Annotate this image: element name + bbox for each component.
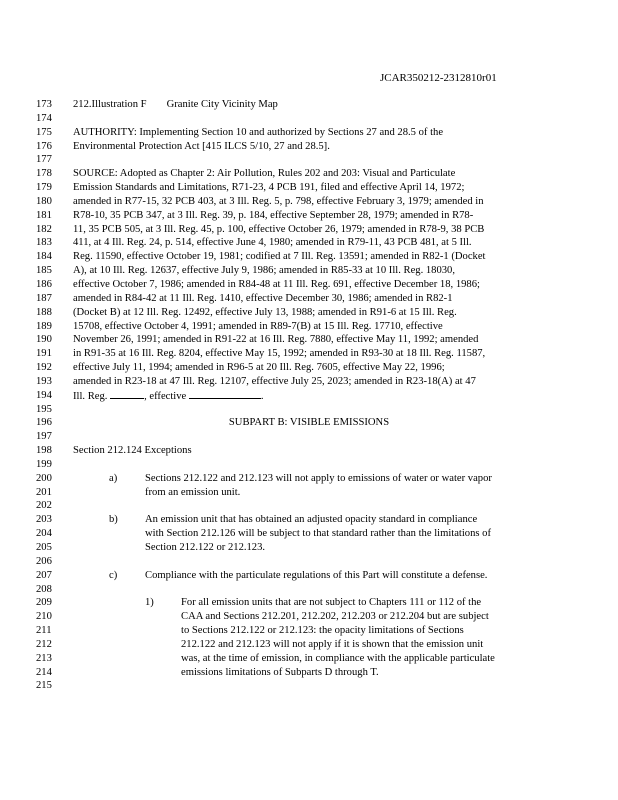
document-line <box>0 195 618 209</box>
document-line <box>0 610 618 624</box>
line-number: 206 <box>36 555 52 567</box>
line-number: 175 <box>36 126 52 138</box>
list-label: c) <box>109 569 118 581</box>
section-ref: 212.Illustration F <box>73 99 147 110</box>
line-text: SOURCE: Adopted as Chapter 2: Air Pollution, Rules 202 and 203: Visual and Particulate <box>73 168 456 180</box>
line-text: with Section 212.126 will be subject to that standard rather than the limitations of <box>145 528 491 540</box>
line-number: 173 <box>36 99 52 110</box>
document-code: JCAR350212-2312810r01 <box>380 72 497 84</box>
document-line <box>0 209 618 223</box>
line-text: AUTHORITY: Implementing Section 10 and authorized by Sections 27 and 28.5 of the <box>73 126 444 138</box>
fill-in-blank <box>189 389 261 399</box>
line-text: November 26, 1991; amended in R91-22 at 16 Ill. Reg. 7880, effective May 11, 1992; amended <box>73 334 479 346</box>
document-line <box>0 624 618 638</box>
document-line <box>0 472 618 486</box>
line-number: 178 <box>36 168 52 180</box>
line-text: 15708, effective October 4, 1991; amended in R89-7(B) at 15 Ill. Reg. 17710, effective <box>73 320 443 332</box>
line-number: 189 <box>36 320 52 332</box>
list-label: b) <box>109 514 118 526</box>
document-line <box>0 638 618 652</box>
line-number: 207 <box>36 569 52 581</box>
line-number: 177 <box>36 154 52 166</box>
line-number: 179 <box>36 182 52 194</box>
line-number: 211 <box>36 625 52 637</box>
document-line <box>0 569 618 583</box>
line-text: 411, at 4 Ill. Reg. 24, p. 514, effective June 4, 1980; amended in R79-11, 43 PCB 481, at 5 Ill. <box>73 237 472 249</box>
document-line <box>0 278 618 292</box>
document-line <box>0 513 618 527</box>
document-line <box>0 361 618 375</box>
line-text <box>73 98 278 112</box>
line-number: 183 <box>36 237 52 249</box>
document-line <box>0 444 618 458</box>
line-number: 185 <box>36 265 52 277</box>
line-text: in R91-35 at 16 Ill. Reg. 8204, effective May 15, 1992; amended in R93-30 at 18 Ill. Reg. 11587, <box>73 348 486 360</box>
line-text: Compliance with the particulate regulations of this Part will constitute a defense. <box>145 569 488 581</box>
line-text: An emission unit that has obtained an adjusted opacity standard in compliance <box>145 514 478 526</box>
document-line <box>0 527 618 541</box>
line-text: amended in R84-42 at 11 Ill. Reg. 1410, effective December 30, 1986; amended in R82-1 <box>73 292 453 304</box>
line-number: 214 <box>36 666 52 678</box>
line-number: 192 <box>36 362 52 374</box>
document-line <box>0 430 618 444</box>
line-text: from an emission unit. <box>145 486 241 498</box>
line-number: 196 <box>36 417 52 429</box>
line-number: 204 <box>36 528 52 540</box>
line-number: 190 <box>36 334 52 346</box>
document-line <box>0 264 618 278</box>
subpart-heading: SUBPART B: VISIBLE EMISSIONS <box>228 417 390 429</box>
line-text: A), at 10 Ill. Reg. 12637, effective July 9, 1986; amended in R85-33 at 10 Ill. Reg. 18030, <box>73 265 455 277</box>
line-number: 213 <box>36 652 52 664</box>
line-text: effective October 7, 1986; amended in R84-48 at 11 Ill. Reg. 691, effective December 18, 1986; <box>73 278 480 290</box>
line-number: 198 <box>36 445 52 457</box>
document-line <box>0 679 618 693</box>
document-line <box>0 98 618 112</box>
document-line <box>0 541 618 555</box>
line-number: 181 <box>36 209 52 221</box>
document-line <box>0 499 618 513</box>
fill-in-blank <box>110 389 144 399</box>
line-text: R78-10, 35 PCB 347, at 3 Ill. Reg. 39, p. 184, effective September 28, 1979; amended in R78- <box>73 209 474 221</box>
line-number: 195 <box>36 403 52 415</box>
line-text: Emission Standards and Limitations, R71-23, 4 PCB 191, filed and effective April 14, 1972; <box>73 182 465 194</box>
line-text: CAA and Sections 212.201, 212.202, 212.203 or 212.204 but are subject <box>181 611 489 623</box>
line-text: 212.122 and 212.123 will not apply if it is shown that the emission unit <box>181 638 484 650</box>
line-number: 208 <box>36 583 52 595</box>
line-number: 191 <box>36 348 52 360</box>
line-text: effective July 11, 1994; amended in R96-5 at 20 Ill. Reg. 7605, effective May 22, 1996; <box>73 362 445 374</box>
line-text: emissions limitations of Subparts D through T. <box>181 666 379 678</box>
document-line <box>0 596 618 610</box>
numbered-lines <box>0 98 618 693</box>
line-number: 209 <box>36 597 52 609</box>
line-number: 180 <box>36 195 52 207</box>
line-number: 199 <box>36 458 52 470</box>
line-text: Environmental Protection Act [415 ILCS 5/10, 27 and 28.5]. <box>73 140 330 152</box>
line-text: amended in R77-15, 32 PCB 403, at 3 Ill. Reg. 5, p. 798, effective February 3, 1979; amended in <box>73 195 484 207</box>
line-text: For all emission units that are not subject to Chapters 111 or 112 of the <box>181 597 482 609</box>
line-number: 188 <box>36 306 52 318</box>
line-text: Ill. Reg. , effective . <box>73 390 264 402</box>
document-line <box>0 250 618 264</box>
section-title: Granite City Vicinity Map <box>166 99 278 110</box>
document-line <box>0 403 618 417</box>
line-number: 186 <box>36 278 52 290</box>
line-text: Section 212.124 Exceptions <box>73 445 192 457</box>
document-line <box>0 236 618 250</box>
document-line <box>0 389 618 403</box>
line-number: 176 <box>36 140 52 152</box>
line-text: amended in R23-18 at 47 Ill. Reg. 12107, effective July 25, 2023; amended in R23-18(A) at 47 <box>73 375 476 387</box>
line-number: 202 <box>36 500 52 512</box>
line-text: Sections 212.122 and 212.123 will not apply to emissions of water or water vapor <box>145 472 492 484</box>
line-text: 11, 35 PCB 505, at 3 Ill. Reg. 45, p. 100, effective October 26, 1979; amended in R78-9, 38 PCB <box>73 223 485 235</box>
line-number: 193 <box>36 375 52 387</box>
line-number: 203 <box>36 514 52 526</box>
document-line <box>0 666 618 680</box>
document-line <box>0 140 618 154</box>
document-line <box>0 486 618 500</box>
document-line <box>0 181 618 195</box>
line-number: 212 <box>36 638 52 650</box>
line-text: Section 212.122 or 212.123. <box>145 542 266 553</box>
document-line <box>0 223 618 237</box>
document-line <box>0 153 618 167</box>
document-line <box>0 375 618 389</box>
line-text: Reg. 11590, effective October 19, 1981; codified at 7 Ill. Reg. 13591; amended in R82-1 (Docket <box>73 251 486 263</box>
document-line <box>0 583 618 597</box>
document-line <box>0 458 618 472</box>
list-label: 1) <box>145 597 154 609</box>
document-line <box>0 292 618 306</box>
document-line <box>0 333 618 347</box>
document-line <box>0 320 618 334</box>
document-line <box>0 652 618 666</box>
line-number: 210 <box>36 611 52 623</box>
document-line <box>0 416 618 430</box>
document-line <box>0 555 618 569</box>
list-label: a) <box>109 472 118 484</box>
line-text: to Sections 212.122 or 212.123: the opacity limitations of Sections <box>181 625 464 637</box>
document-line <box>0 306 618 320</box>
line-text: (Docket B) at 12 Ill. Reg. 12492, effective July 13, 1988; amended in R91-6 at 15 Ill. Reg. <box>73 306 457 318</box>
document-line <box>0 126 618 140</box>
line-number: 184 <box>36 251 52 263</box>
line-number: 194 <box>36 389 52 401</box>
document-line <box>0 112 618 126</box>
document-line <box>0 167 618 181</box>
line-number: 182 <box>36 223 52 235</box>
line-text: was, at the time of emission, in compliance with the applicable particulate <box>181 652 495 664</box>
line-number: 187 <box>36 292 52 304</box>
line-number: 205 <box>36 542 52 553</box>
line-number: 197 <box>36 431 52 443</box>
line-number: 200 <box>36 472 52 484</box>
document-line <box>0 347 618 361</box>
line-number: 201 <box>36 486 52 498</box>
line-number: 215 <box>36 680 52 692</box>
line-number: 174 <box>36 112 52 124</box>
